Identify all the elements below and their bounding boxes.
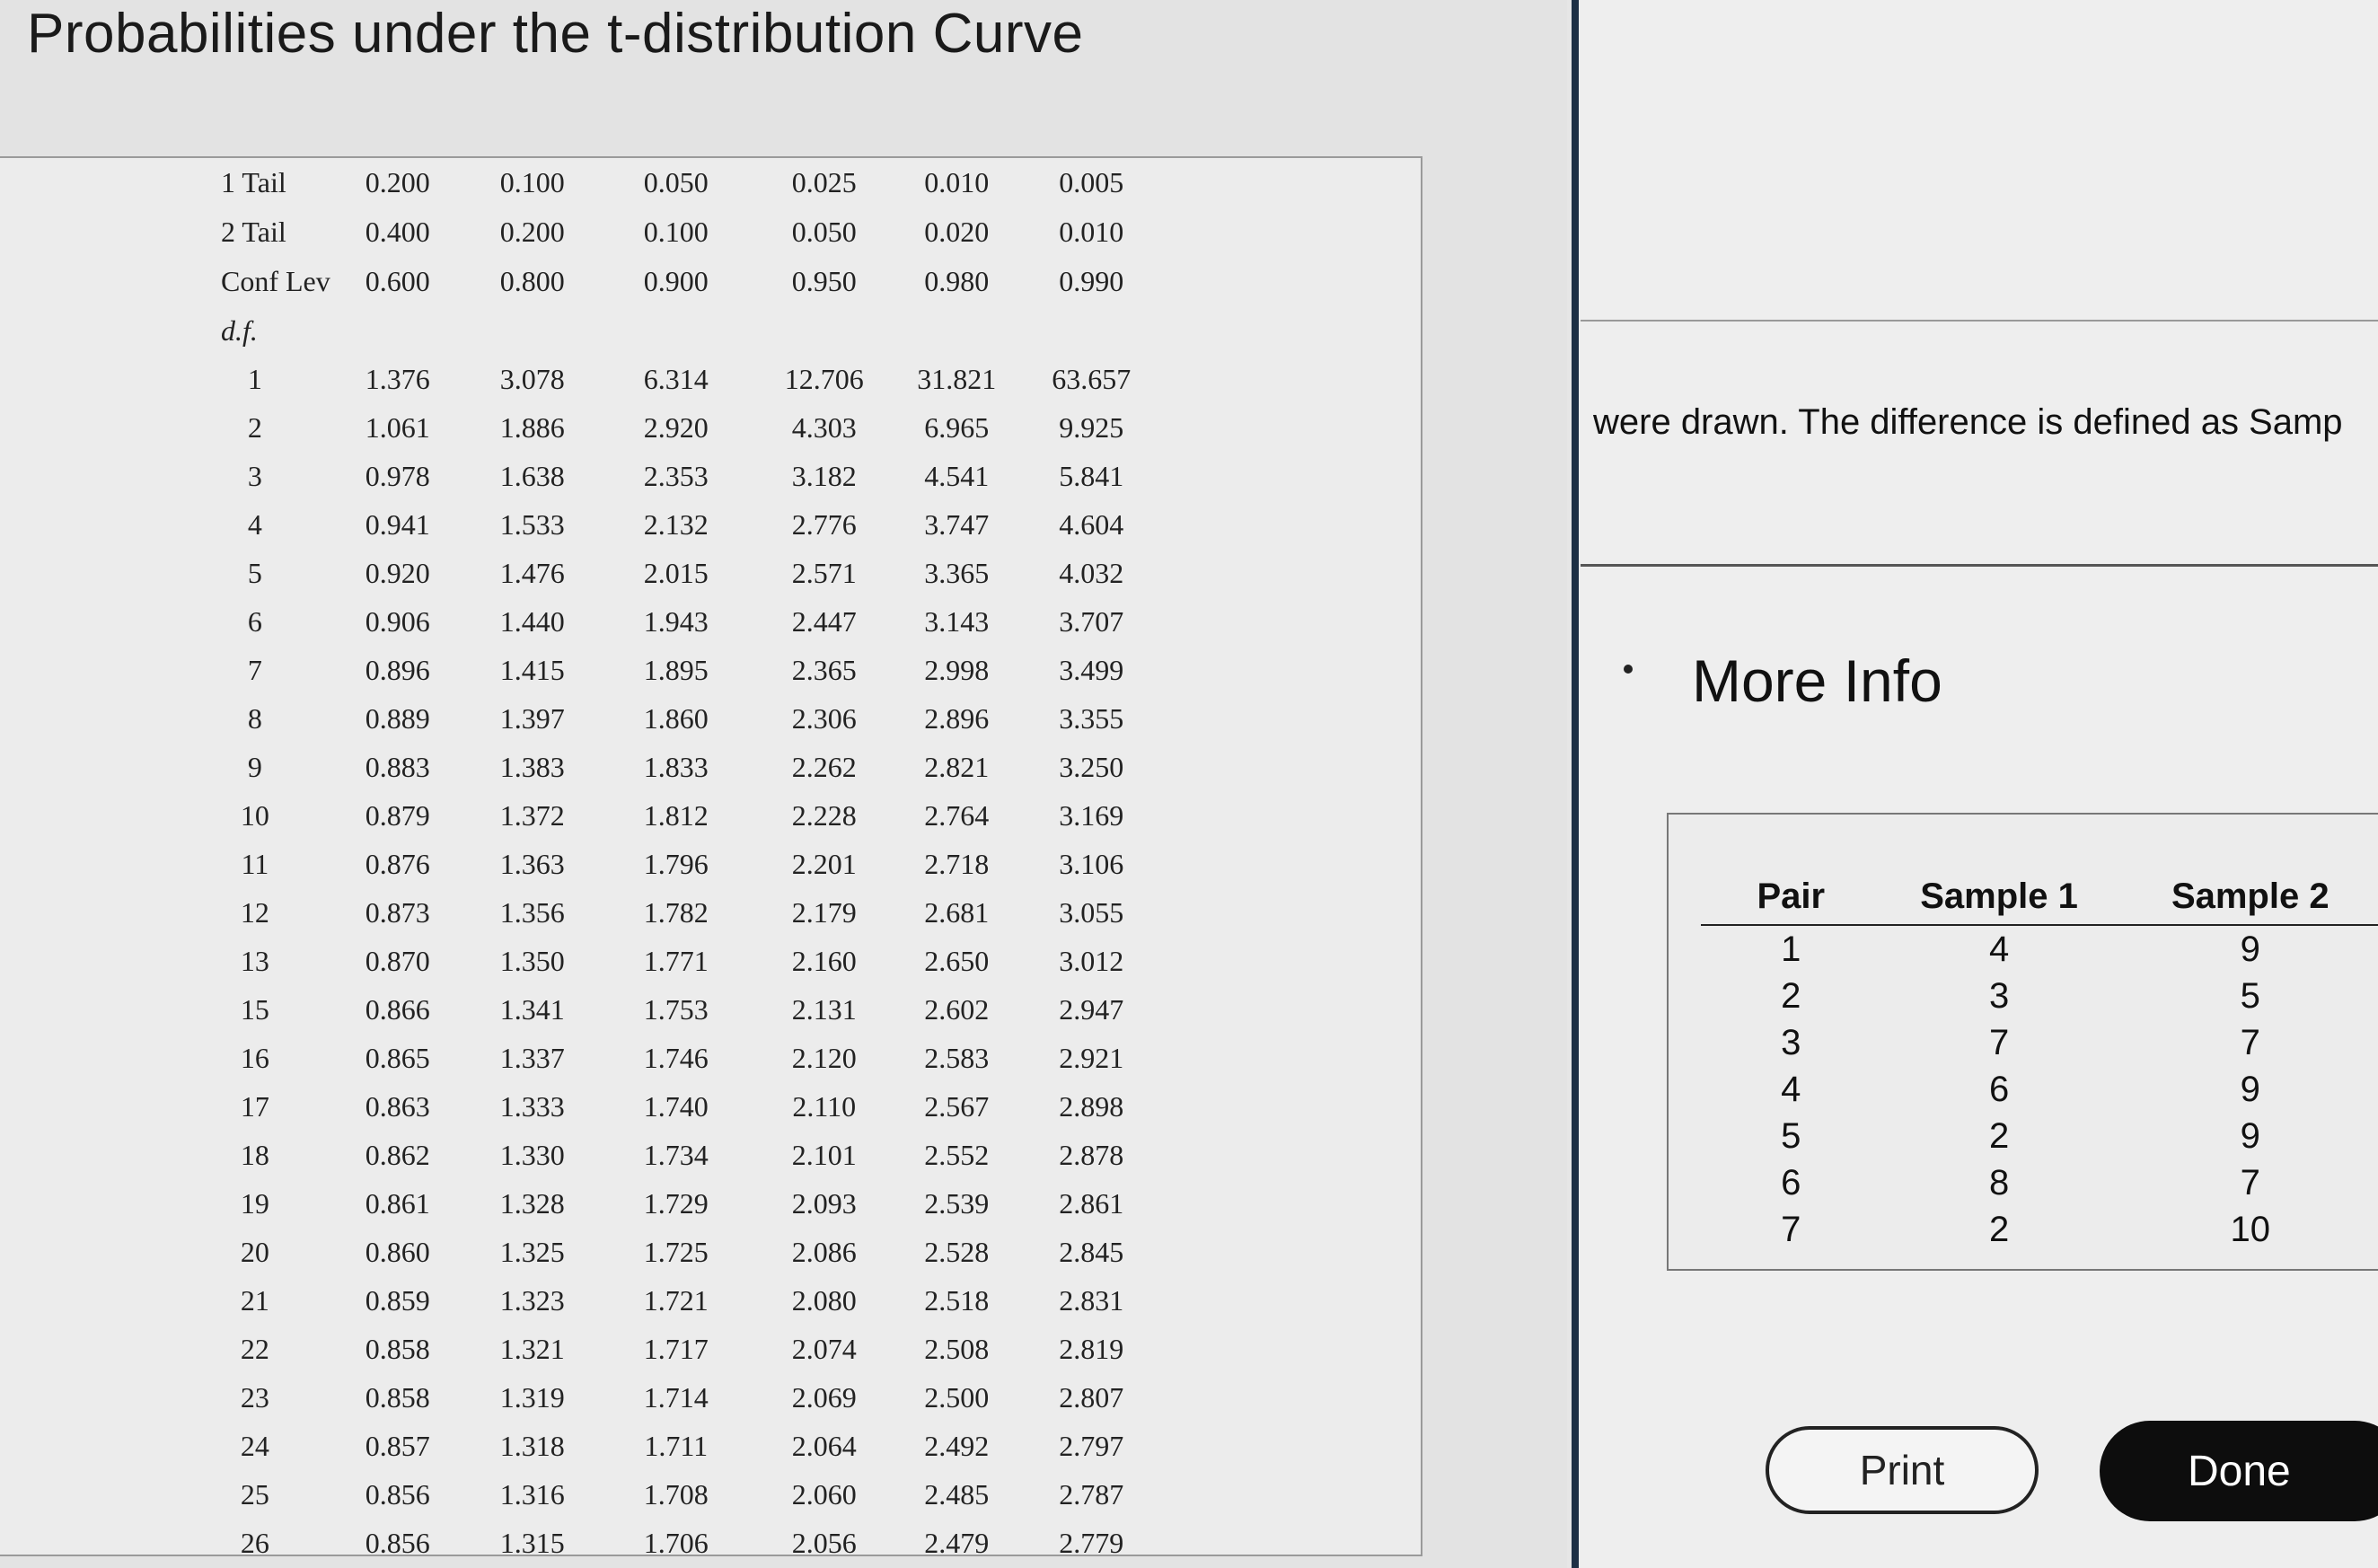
pair-cell: 5 xyxy=(1781,1115,1801,1156)
value-cell: 2.552 xyxy=(924,1138,990,1171)
value-cell: 12.706 xyxy=(784,362,864,395)
table-row xyxy=(0,937,1166,985)
sample-1-cell: 3 xyxy=(1988,975,2010,1016)
value-cell: 5.841 xyxy=(1059,459,1124,492)
df-cell: 9 xyxy=(247,750,262,783)
value-cell: 2.567 xyxy=(924,1089,990,1123)
sample-2-cell: 7 xyxy=(2240,1022,2260,1062)
value-cell: 0.941 xyxy=(365,507,430,541)
header-cell: 0.980 xyxy=(924,265,990,297)
value-cell: 2.069 xyxy=(791,1380,857,1414)
value-cell: 3.250 xyxy=(1059,750,1124,783)
value-cell: 1.895 xyxy=(643,653,709,686)
value-cell: 2.492 xyxy=(924,1429,990,1462)
value-cell: 2.583 xyxy=(924,1041,990,1074)
value-cell: 0.857 xyxy=(365,1429,430,1462)
value-cell: 1.714 xyxy=(643,1380,709,1414)
value-cell: 1.415 xyxy=(499,653,565,686)
value-cell: 0.860 xyxy=(365,1235,430,1268)
table-row xyxy=(0,791,1166,840)
table-row xyxy=(1701,1066,2378,1113)
header-cell: 0.100 xyxy=(643,216,709,248)
table-row xyxy=(1701,1159,2378,1206)
value-cell: 1.729 xyxy=(643,1186,709,1220)
value-cell: 2.508 xyxy=(924,1332,990,1365)
value-cell: 2.500 xyxy=(924,1380,990,1414)
pair-cell: 2 xyxy=(1781,975,1801,1016)
value-cell: 2.718 xyxy=(924,847,990,880)
pair-cell: 4 xyxy=(1781,1069,1801,1109)
value-cell: 1.711 xyxy=(644,1429,709,1462)
print-button[interactable]: Print xyxy=(1766,1426,2039,1514)
df-cell: 13 xyxy=(240,944,269,977)
sample-1-cell: 2 xyxy=(1988,1209,2010,1249)
value-cell: 1.812 xyxy=(643,798,709,832)
value-cell: 1.886 xyxy=(499,410,565,444)
table-row xyxy=(0,1373,1166,1422)
data-box xyxy=(1667,813,2378,1271)
value-cell: 3.707 xyxy=(1059,604,1124,638)
value-cell: 2.120 xyxy=(791,1041,857,1074)
value-cell: 0.920 xyxy=(365,556,430,589)
value-cell: 2.353 xyxy=(643,459,709,492)
header-cell: 0.200 xyxy=(499,216,565,248)
value-cell: 2.086 xyxy=(791,1235,857,1268)
separator-line xyxy=(1581,320,2378,322)
table-row xyxy=(0,743,1166,791)
header-cell: 0.990 xyxy=(1059,265,1124,297)
row-label: 1 Tail xyxy=(221,166,286,198)
value-cell: 2.819 xyxy=(1059,1332,1124,1365)
value-cell: 1.753 xyxy=(643,992,709,1026)
table-row xyxy=(0,694,1166,743)
value-cell: 2.571 xyxy=(791,556,857,589)
value-cell: 1.943 xyxy=(643,604,709,638)
df-cell: 2 xyxy=(247,410,262,444)
header-cell: 0.050 xyxy=(643,166,709,198)
value-cell: 1.341 xyxy=(499,992,565,1026)
value-cell: 2.764 xyxy=(924,798,990,832)
table-row xyxy=(0,452,1166,500)
panel-divider[interactable] xyxy=(1572,0,1579,1568)
value-cell: 2.845 xyxy=(1059,1235,1124,1268)
table-row xyxy=(0,1131,1166,1179)
value-cell: 2.787 xyxy=(1059,1477,1124,1511)
df-cell: 23 xyxy=(240,1380,269,1414)
column-header-sample-1: Sample 1 xyxy=(1881,868,2118,925)
value-cell: 2.921 xyxy=(1059,1041,1124,1074)
header-cell: 0.050 xyxy=(791,216,857,248)
df-cell: 19 xyxy=(240,1186,269,1220)
value-cell: 2.776 xyxy=(791,507,857,541)
value-cell: 2.365 xyxy=(791,653,857,686)
value-cell: 0.859 xyxy=(365,1283,430,1317)
value-cell: 1.316 xyxy=(499,1477,565,1511)
value-cell: 1.376 xyxy=(365,362,430,395)
table-row xyxy=(1701,1019,2378,1066)
value-cell: 2.878 xyxy=(1059,1138,1124,1171)
value-cell: 1.318 xyxy=(499,1429,565,1462)
df-cell: 22 xyxy=(240,1332,269,1365)
df-cell: 17 xyxy=(240,1089,269,1123)
table-row xyxy=(0,1228,1166,1276)
df-cell: 8 xyxy=(247,701,262,735)
value-cell: 2.821 xyxy=(924,750,990,783)
value-cell: 1.323 xyxy=(499,1283,565,1317)
value-cell: 2.861 xyxy=(1059,1186,1124,1220)
value-cell: 2.528 xyxy=(924,1235,990,1268)
df-cell: 15 xyxy=(240,992,269,1026)
df-cell: 12 xyxy=(240,895,269,929)
empty-cell xyxy=(465,306,600,355)
value-cell: 1.325 xyxy=(499,1235,565,1268)
value-cell: 1.734 xyxy=(643,1138,709,1171)
value-cell: 1.833 xyxy=(643,750,709,783)
table-row xyxy=(0,500,1166,549)
pair-cell: 6 xyxy=(1781,1162,1801,1202)
value-cell: 1.061 xyxy=(365,410,430,444)
sample-2-cell: 9 xyxy=(2240,1115,2260,1156)
value-cell: 2.132 xyxy=(643,507,709,541)
sample-1-cell: 4 xyxy=(1988,929,2010,969)
header-cell: 0.005 xyxy=(1059,166,1124,198)
value-cell: 1.533 xyxy=(499,507,565,541)
table-row xyxy=(0,888,1166,937)
page-title: Probabilities under the t-distribution Curve xyxy=(27,3,1084,65)
value-cell: 1.363 xyxy=(499,847,565,880)
value-cell: 3.143 xyxy=(924,604,990,638)
table-row xyxy=(1701,1113,2378,1159)
value-cell: 1.321 xyxy=(499,1332,565,1365)
df-cell: 11 xyxy=(241,847,269,880)
value-cell: 2.539 xyxy=(924,1186,990,1220)
table-row xyxy=(1701,925,2378,973)
value-cell: 0.889 xyxy=(365,701,430,735)
value-cell: 2.074 xyxy=(791,1332,857,1365)
value-cell: 1.383 xyxy=(499,750,565,783)
value-cell: 2.201 xyxy=(791,847,857,880)
table-header-row xyxy=(0,158,1166,207)
table-row xyxy=(0,1325,1166,1373)
value-cell: 0.862 xyxy=(365,1138,430,1171)
df-cell: 25 xyxy=(240,1477,269,1511)
value-cell: 2.831 xyxy=(1059,1283,1124,1317)
empty-cell xyxy=(1017,306,1166,355)
value-cell: 2.447 xyxy=(791,604,857,638)
value-cell: 0.865 xyxy=(365,1041,430,1074)
value-cell: 2.101 xyxy=(791,1138,857,1171)
value-cell: 1.638 xyxy=(499,459,565,492)
value-cell: 2.898 xyxy=(1059,1089,1124,1123)
value-cell: 3.499 xyxy=(1059,653,1124,686)
df-cell: 24 xyxy=(240,1429,269,1462)
value-cell: 1.333 xyxy=(499,1089,565,1123)
header-cell: 0.950 xyxy=(791,265,857,297)
value-cell: 1.440 xyxy=(499,604,565,638)
value-cell: 2.602 xyxy=(924,992,990,1026)
sample-1-cell: 2 xyxy=(1988,1115,2010,1156)
value-cell: 2.920 xyxy=(643,410,709,444)
header-cell: 0.200 xyxy=(365,166,430,198)
value-cell: 3.055 xyxy=(1059,895,1124,929)
value-cell: 1.721 xyxy=(643,1283,709,1317)
bullet-icon xyxy=(1624,665,1633,674)
value-cell: 0.858 xyxy=(365,1332,430,1365)
value-cell: 3.106 xyxy=(1059,847,1124,880)
header-cell: 0.020 xyxy=(924,216,990,248)
value-cell: 1.337 xyxy=(499,1041,565,1074)
value-cell: 31.821 xyxy=(917,362,997,395)
table-header-row xyxy=(0,207,1166,257)
table-row xyxy=(0,985,1166,1034)
value-cell: 2.998 xyxy=(924,653,990,686)
value-cell: 3.169 xyxy=(1059,798,1124,832)
value-cell: 0.873 xyxy=(365,895,430,929)
table-header-row xyxy=(1701,868,2378,925)
header-cell: 0.025 xyxy=(791,166,857,198)
value-cell: 1.740 xyxy=(643,1089,709,1123)
separator-line xyxy=(1581,564,2378,567)
done-button[interactable]: Done xyxy=(2100,1421,2378,1521)
table-header-row xyxy=(0,257,1166,306)
sample-2-cell: 5 xyxy=(2240,975,2260,1016)
value-cell: 2.160 xyxy=(791,944,857,977)
value-cell: 2.262 xyxy=(791,750,857,783)
table-row xyxy=(0,1470,1166,1519)
value-cell: 2.779 xyxy=(1059,1526,1124,1556)
table-row xyxy=(0,355,1166,403)
value-cell: 1.328 xyxy=(499,1186,565,1220)
df-cell: 20 xyxy=(240,1235,269,1268)
value-cell: 1.356 xyxy=(499,895,565,929)
row-label: Conf Lev xyxy=(221,265,330,297)
value-cell: 2.131 xyxy=(791,992,857,1026)
value-cell: 1.319 xyxy=(499,1380,565,1414)
value-cell: 1.771 xyxy=(643,944,709,977)
df-cell: 16 xyxy=(240,1041,269,1074)
empty-cell xyxy=(896,306,1017,355)
value-cell: 1.708 xyxy=(643,1477,709,1511)
value-cell: 2.518 xyxy=(924,1283,990,1317)
df-label: d.f. xyxy=(221,313,258,347)
table-row xyxy=(0,840,1166,888)
df-cell: 18 xyxy=(240,1138,269,1171)
table-row xyxy=(0,1179,1166,1228)
value-cell: 1.350 xyxy=(499,944,565,977)
sample-2-cell: 9 xyxy=(2240,1069,2260,1109)
sample-1-cell: 8 xyxy=(1988,1162,2010,1202)
value-cell: 0.863 xyxy=(365,1089,430,1123)
sample-2-cell: 9 xyxy=(2240,929,2260,969)
value-cell: 1.717 xyxy=(643,1332,709,1365)
value-cell: 0.866 xyxy=(365,992,430,1026)
value-cell: 0.876 xyxy=(365,847,430,880)
value-cell: 0.858 xyxy=(365,1380,430,1414)
value-cell: 0.856 xyxy=(365,1477,430,1511)
value-cell: 6.314 xyxy=(643,362,709,395)
value-cell: 2.228 xyxy=(791,798,857,832)
header-cell: 0.600 xyxy=(365,265,430,297)
value-cell: 1.746 xyxy=(643,1041,709,1074)
value-cell: 2.485 xyxy=(924,1477,990,1511)
df-cell: 7 xyxy=(247,653,262,686)
value-cell: 2.179 xyxy=(791,895,857,929)
pair-cell: 7 xyxy=(1781,1209,1801,1249)
value-cell: 2.015 xyxy=(643,556,709,589)
header-cell: 0.400 xyxy=(365,216,430,248)
sample-2-cell: 10 xyxy=(2230,1209,2271,1249)
value-cell: 2.797 xyxy=(1059,1429,1124,1462)
table-row xyxy=(1701,973,2378,1019)
value-cell: 0.870 xyxy=(365,944,430,977)
value-cell: 1.315 xyxy=(499,1526,565,1556)
value-cell: 9.925 xyxy=(1059,410,1124,444)
df-cell: 26 xyxy=(240,1526,269,1556)
table-row xyxy=(0,1276,1166,1325)
value-cell: 0.896 xyxy=(365,653,430,686)
value-cell: 2.896 xyxy=(924,701,990,735)
row-label: 2 Tail xyxy=(221,216,286,248)
value-cell: 3.747 xyxy=(924,507,990,541)
table-row xyxy=(0,1422,1166,1470)
t-table-frame xyxy=(0,156,1422,1556)
column-header-pair: Pair xyxy=(1701,868,1881,925)
df-label-row xyxy=(0,306,1166,355)
df-cell: 1 xyxy=(247,362,262,395)
value-cell: 4.604 xyxy=(1059,507,1124,541)
value-cell: 2.650 xyxy=(924,944,990,977)
paired-sample-table xyxy=(1701,868,2378,1253)
value-cell: 2.064 xyxy=(791,1429,857,1462)
sample-1-cell: 7 xyxy=(1988,1022,2010,1062)
table-row xyxy=(0,646,1166,694)
value-cell: 2.056 xyxy=(791,1526,857,1556)
header-cell: 0.010 xyxy=(924,166,990,198)
df-cell: 3 xyxy=(247,459,262,492)
table-row xyxy=(0,549,1166,597)
header-cell: 0.100 xyxy=(499,166,565,198)
df-cell: 5 xyxy=(247,556,262,589)
table-row xyxy=(0,1034,1166,1082)
value-cell: 1.796 xyxy=(643,847,709,880)
empty-cell xyxy=(600,306,753,355)
t-distribution-table xyxy=(0,158,1166,1556)
value-cell: 0.879 xyxy=(365,798,430,832)
sample-2-cell: 7 xyxy=(2240,1162,2260,1202)
header-cell: 0.010 xyxy=(1059,216,1124,248)
value-cell: 2.479 xyxy=(924,1526,990,1556)
value-cell: 0.856 xyxy=(365,1526,430,1556)
value-cell: 4.032 xyxy=(1059,556,1124,589)
table-row xyxy=(0,597,1166,646)
table-row xyxy=(0,1519,1166,1556)
value-cell: 2.681 xyxy=(924,895,990,929)
value-cell: 1.860 xyxy=(643,701,709,735)
header-cell: 0.800 xyxy=(499,265,565,297)
empty-cell xyxy=(753,306,896,355)
value-cell: 2.080 xyxy=(791,1283,857,1317)
value-cell: 63.657 xyxy=(1052,362,1132,395)
value-cell: 1.476 xyxy=(499,556,565,589)
empty-cell xyxy=(330,306,465,355)
df-cell: 6 xyxy=(247,604,262,638)
more-info-panel xyxy=(1579,0,2378,1568)
value-cell: 3.182 xyxy=(791,459,857,492)
table-row xyxy=(0,403,1166,452)
value-cell: 1.706 xyxy=(643,1526,709,1556)
value-cell: 1.397 xyxy=(499,701,565,735)
value-cell: 1.372 xyxy=(499,798,565,832)
df-cell: 10 xyxy=(240,798,269,832)
value-cell: 1.725 xyxy=(643,1235,709,1268)
value-cell: 2.306 xyxy=(791,701,857,735)
value-cell: 2.947 xyxy=(1059,992,1124,1026)
value-cell: 2.093 xyxy=(791,1186,857,1220)
value-cell: 2.110 xyxy=(792,1089,857,1123)
value-cell: 2.060 xyxy=(791,1477,857,1511)
value-cell: 1.330 xyxy=(499,1138,565,1171)
sample-1-cell: 6 xyxy=(1988,1069,2010,1109)
value-cell: 4.541 xyxy=(924,459,990,492)
value-cell: 3.078 xyxy=(499,362,565,395)
value-cell: 3.365 xyxy=(924,556,990,589)
df-cell: 4 xyxy=(247,507,262,541)
value-cell: 2.807 xyxy=(1059,1380,1124,1414)
pair-cell: 3 xyxy=(1781,1022,1801,1062)
table-row xyxy=(0,1082,1166,1131)
value-cell: 4.303 xyxy=(791,410,857,444)
pair-cell: 1 xyxy=(1781,929,1801,969)
value-cell: 0.978 xyxy=(365,459,430,492)
column-header-sample-2: Sample 2 xyxy=(2118,868,2378,925)
df-cell: 21 xyxy=(240,1283,269,1317)
value-cell: 3.012 xyxy=(1059,944,1124,977)
value-cell: 1.782 xyxy=(643,895,709,929)
value-cell: 0.906 xyxy=(365,604,430,638)
value-cell: 0.861 xyxy=(365,1186,430,1220)
question-text: were drawn. The difference is defined as Samp xyxy=(1593,402,2343,442)
header-cell: 0.900 xyxy=(643,265,709,297)
value-cell: 3.355 xyxy=(1059,701,1124,735)
value-cell: 6.965 xyxy=(924,410,990,444)
value-cell: 0.883 xyxy=(365,750,430,783)
more-info-title: More Info xyxy=(1692,647,1942,714)
table-row xyxy=(1701,1206,2378,1253)
